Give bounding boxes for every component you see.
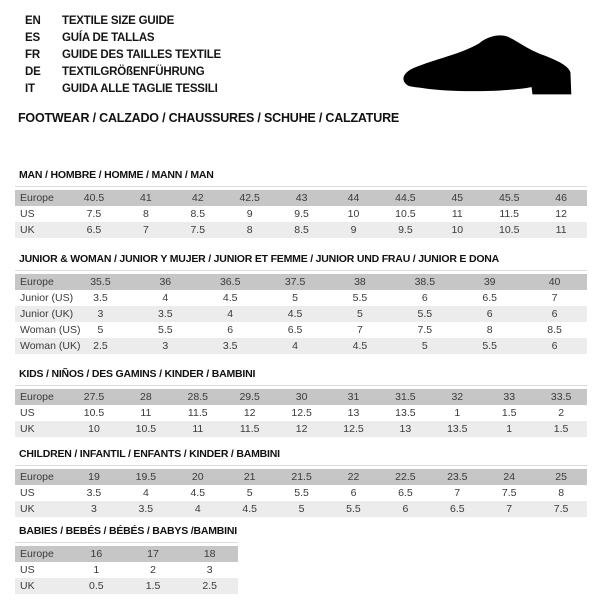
table-row <box>15 405 587 421</box>
size-value-cell: 11.5 <box>187 407 208 419</box>
size-value-cell: 12 <box>295 423 308 435</box>
table-row <box>15 389 587 405</box>
size-table-section <box>15 169 587 238</box>
size-value-cell: 8 <box>246 224 253 236</box>
row-label: Woman (UK) <box>20 340 81 352</box>
size-value-cell: 8 <box>142 208 149 220</box>
row-label: Europe <box>20 548 54 560</box>
size-value-cell: 19 <box>88 471 100 483</box>
size-value-cell: 1.5 <box>501 407 517 419</box>
size-value-cell: 5.5 <box>294 487 309 499</box>
size-value-cell: 46 <box>555 192 567 204</box>
size-value-cell: 5 <box>246 487 253 499</box>
language-label: GUIDE DES TAILLES TEXTILE <box>62 48 221 61</box>
size-value-cell: 12 <box>243 407 256 419</box>
size-value-cell: 9.5 <box>294 208 309 220</box>
size-value-cell: 33 <box>503 391 516 403</box>
size-value-cell: 19.5 <box>135 471 157 483</box>
language-code: DE <box>25 65 41 78</box>
size-value-cell: 8 <box>558 487 565 499</box>
size-value-cell: 13.5 <box>447 423 468 435</box>
size-value-cell: 36.5 <box>219 276 241 288</box>
row-label: Junior (US) <box>20 292 74 304</box>
size-value-cell: 22 <box>347 471 360 483</box>
size-table-title: JUNIOR & WOMAN / JUNIOR Y MUJER / JUNIOR ET FEMME / JUNIOR UND FRAU / JUNIOR E DONA <box>19 253 500 265</box>
row-label: UK <box>20 224 35 236</box>
size-value-cell: 10.5 <box>395 208 416 220</box>
size-table-title: MAN / HOMBRE / HOMME / MANN / MAN <box>19 169 214 181</box>
size-value-cell: 4 <box>292 340 298 352</box>
size-value-cell: 5 <box>298 503 305 515</box>
size-value-cell: 7 <box>506 503 513 515</box>
size-table-title: BABIES / BEBÉS / BÉBÉS / BABYS /BAMBINI <box>19 525 237 537</box>
size-value-cell: 8.5 <box>190 208 206 220</box>
size-value-cell: 3 <box>97 308 104 320</box>
size-value-cell: 5.5 <box>482 340 497 352</box>
size-value-cell: 6 <box>402 503 409 515</box>
category-title: FOOTWEAR / CALZADO / CHAUSSURES / SCHUHE / CALZATURE <box>18 111 400 125</box>
size-value-cell: 1.5 <box>145 580 161 592</box>
size-value-cell: 38 <box>354 276 366 288</box>
table-row <box>15 222 587 238</box>
size-value-cell: 16 <box>90 548 103 560</box>
size-value-cell: 31.5 <box>395 391 416 403</box>
row-label: US <box>20 208 35 220</box>
size-value-cell: 10 <box>347 208 360 220</box>
size-value-cell: 30 <box>295 391 308 403</box>
size-value-cell: 44 <box>347 192 360 204</box>
size-value-cell: 1 <box>454 407 461 419</box>
size-value-cell: 41 <box>140 192 152 204</box>
language-label: GUIDA ALLE TAGLIE TESSILI <box>62 82 218 95</box>
size-value-cell: 6 <box>486 308 493 320</box>
language-row <box>25 29 221 46</box>
size-value-cell: 11.5 <box>499 208 520 220</box>
size-value-cell: 10.5 <box>83 407 105 419</box>
size-value-cell: 10 <box>451 224 464 236</box>
size-value-cell: 7 <box>142 224 149 236</box>
dress-shoe-icon <box>396 26 586 106</box>
size-value-cell: 20 <box>191 471 204 483</box>
size-value-cell: 5 <box>421 340 428 352</box>
row-label: Europe <box>20 276 54 288</box>
row-label: US <box>20 487 35 499</box>
table-row <box>15 469 587 485</box>
table-row <box>15 338 587 354</box>
size-value-cell: 2.5 <box>202 580 217 592</box>
size-value-cell: 4.5 <box>352 340 368 352</box>
size-value-cell: 25 <box>555 471 567 483</box>
table-row <box>15 546 238 562</box>
table-row <box>15 306 587 322</box>
size-value-cell: 11 <box>192 423 204 435</box>
size-value-cell: 4.5 <box>242 503 257 515</box>
size-value-cell: 4 <box>227 308 234 320</box>
size-table-section <box>15 448 587 517</box>
size-value-cell: 7 <box>357 324 363 336</box>
size-value-cell: 28.5 <box>187 391 208 403</box>
language-row <box>25 12 221 29</box>
size-value-cell: 27.5 <box>83 391 105 403</box>
size-value-cell: 13 <box>399 423 412 435</box>
size-value-cell: 18 <box>203 548 216 560</box>
size-value-cell: 13 <box>347 407 360 419</box>
row-label: Europe <box>20 192 54 204</box>
size-value-cell: 3.5 <box>93 292 108 304</box>
size-value-cell: 44.5 <box>395 192 416 204</box>
size-value-cell: 4.5 <box>222 292 238 304</box>
size-value-cell: 24 <box>503 471 516 483</box>
row-label: UK <box>20 503 35 515</box>
size-value-cell: 2 <box>150 564 156 576</box>
row-label: Europe <box>20 471 54 483</box>
size-value-cell: 5 <box>292 292 298 304</box>
row-label: Europe <box>20 391 54 403</box>
size-value-cell: 42.5 <box>239 192 260 204</box>
size-value-cell: 6 <box>551 308 558 320</box>
size-value-cell: 39 <box>483 276 496 288</box>
language-code: IT <box>25 82 35 95</box>
table-row <box>15 562 238 578</box>
size-value-cell: 11 <box>140 407 152 419</box>
size-value-cell: 0.5 <box>89 580 104 592</box>
row-label: US <box>20 407 35 419</box>
size-table <box>15 270 587 354</box>
size-table-section <box>15 368 587 437</box>
size-value-cell: 7.5 <box>553 503 569 515</box>
table-row <box>15 290 587 306</box>
size-value-cell: 12.5 <box>291 407 312 419</box>
size-value-cell: 3.5 <box>138 503 154 515</box>
size-value-cell: 37.5 <box>284 276 306 288</box>
table-row <box>15 206 587 222</box>
size-value-cell: 7.5 <box>417 324 433 336</box>
size-value-cell: 2.5 <box>93 340 108 352</box>
size-value-cell: 11 <box>555 224 567 236</box>
size-value-cell: 7.5 <box>501 487 517 499</box>
size-value-cell: 6 <box>227 324 234 336</box>
size-value-cell: 4 <box>162 292 169 304</box>
row-label: US <box>20 564 35 576</box>
size-value-cell: 10.5 <box>498 224 520 236</box>
size-table <box>15 542 238 594</box>
size-value-cell: 38.5 <box>414 276 436 288</box>
size-value-cell: 9 <box>350 224 357 236</box>
language-label: TEXTILE SIZE GUIDE <box>62 14 175 27</box>
row-label: UK <box>20 580 35 592</box>
size-table-title: CHILDREN / INFANTIL / ENFANTS / KINDER / BAMBINI <box>19 448 280 460</box>
row-label: Junior (UK) <box>20 308 74 320</box>
size-value-cell: 22.5 <box>395 471 416 483</box>
table-row <box>15 421 587 437</box>
size-value-cell: 32 <box>451 391 464 403</box>
size-value-cell: 4 <box>194 503 201 515</box>
size-value-cell: 40 <box>548 276 561 288</box>
size-value-cell: 6 <box>350 487 357 499</box>
size-value-cell: 1.5 <box>553 423 569 435</box>
size-value-cell: 5.5 <box>346 503 361 515</box>
size-value-cell: 7 <box>551 292 558 304</box>
size-value-cell: 12 <box>555 208 567 220</box>
language-list <box>25 12 221 97</box>
table-row <box>15 274 587 290</box>
size-table <box>15 465 587 517</box>
size-value-cell: 5.5 <box>352 292 368 304</box>
size-value-cell: 5 <box>357 308 363 320</box>
table-row <box>15 578 238 594</box>
size-value-cell: 3 <box>206 564 213 576</box>
size-table-section <box>15 253 587 354</box>
size-value-cell: 5.5 <box>158 324 173 336</box>
size-value-cell: 45 <box>451 192 464 204</box>
size-value-cell: 2 <box>558 407 565 419</box>
size-value-cell: 28 <box>140 391 152 403</box>
size-value-cell: 5 <box>97 324 104 336</box>
size-value-cell: 42 <box>191 192 204 204</box>
size-value-cell: 36 <box>159 276 172 288</box>
size-value-cell: 17 <box>147 548 159 560</box>
size-value-cell: 6 <box>421 292 428 304</box>
size-value-cell: 10 <box>88 423 100 435</box>
size-value-cell: 1 <box>506 423 513 435</box>
row-label: Woman (US) <box>20 324 81 336</box>
size-value-cell: 23.5 <box>447 471 468 483</box>
size-value-cell: 13.5 <box>395 407 416 419</box>
size-table-title: KIDS / NIÑOS / DES GAMINS / KINDER / BAMBINI <box>19 368 256 380</box>
size-value-cell: 6.5 <box>482 292 497 304</box>
size-value-cell: 9.5 <box>398 224 413 236</box>
size-value-cell: 12.5 <box>343 423 364 435</box>
size-value-cell: 10.5 <box>135 423 157 435</box>
table-row <box>15 485 587 501</box>
size-value-cell: 4.5 <box>287 308 303 320</box>
size-value-cell: 29.5 <box>239 391 260 403</box>
language-code: FR <box>25 48 40 61</box>
size-value-cell: 3 <box>162 340 169 352</box>
size-value-cell: 9 <box>246 208 253 220</box>
size-table <box>15 385 587 437</box>
size-value-cell: 3 <box>91 503 97 515</box>
size-value-cell: 11.5 <box>239 423 260 435</box>
size-value-cell: 8.5 <box>294 224 309 236</box>
size-value-cell: 3.5 <box>158 308 173 320</box>
size-value-cell: 5.5 <box>417 308 433 320</box>
size-value-cell: 4.5 <box>190 487 206 499</box>
table-row <box>15 501 587 517</box>
size-value-cell: 1 <box>93 564 100 576</box>
size-value-cell: 33.5 <box>550 391 572 403</box>
size-value-cell: 43 <box>295 192 308 204</box>
size-value-cell: 6.5 <box>449 503 465 515</box>
size-table <box>15 186 587 238</box>
language-row <box>25 80 221 97</box>
size-value-cell: 4 <box>142 487 149 499</box>
size-value-cell: 8.5 <box>547 324 562 336</box>
size-value-cell: 3.5 <box>222 340 238 352</box>
size-value-cell: 40.5 <box>83 192 105 204</box>
size-value-cell: 3.5 <box>86 487 102 499</box>
language-code: EN <box>25 14 41 27</box>
size-value-cell: 7.5 <box>190 224 206 236</box>
language-label: TEXTILGRÖßENFÜHRUNG <box>62 65 205 78</box>
size-value-cell: 11 <box>451 208 463 220</box>
language-row <box>25 46 221 63</box>
language-row <box>25 63 221 80</box>
size-value-cell: 6.5 <box>287 324 303 336</box>
size-value-cell: 6.5 <box>86 224 102 236</box>
table-row <box>15 322 587 338</box>
size-value-cell: 31 <box>347 391 360 403</box>
size-value-cell: 7 <box>454 487 461 499</box>
language-label: GUÍA DE TALLAS <box>62 31 155 44</box>
size-value-cell: 21.5 <box>291 471 312 483</box>
size-value-cell: 6 <box>551 340 558 352</box>
size-table-section <box>15 525 238 594</box>
size-value-cell: 6.5 <box>398 487 413 499</box>
language-code: ES <box>25 31 40 44</box>
size-value-cell: 35.5 <box>90 276 111 288</box>
table-row <box>15 190 587 206</box>
row-label: UK <box>20 423 35 435</box>
size-value-cell: 45.5 <box>498 192 520 204</box>
size-value-cell: 8 <box>486 324 493 336</box>
size-value-cell: 7.5 <box>86 208 102 220</box>
size-value-cell: 21 <box>243 471 256 483</box>
